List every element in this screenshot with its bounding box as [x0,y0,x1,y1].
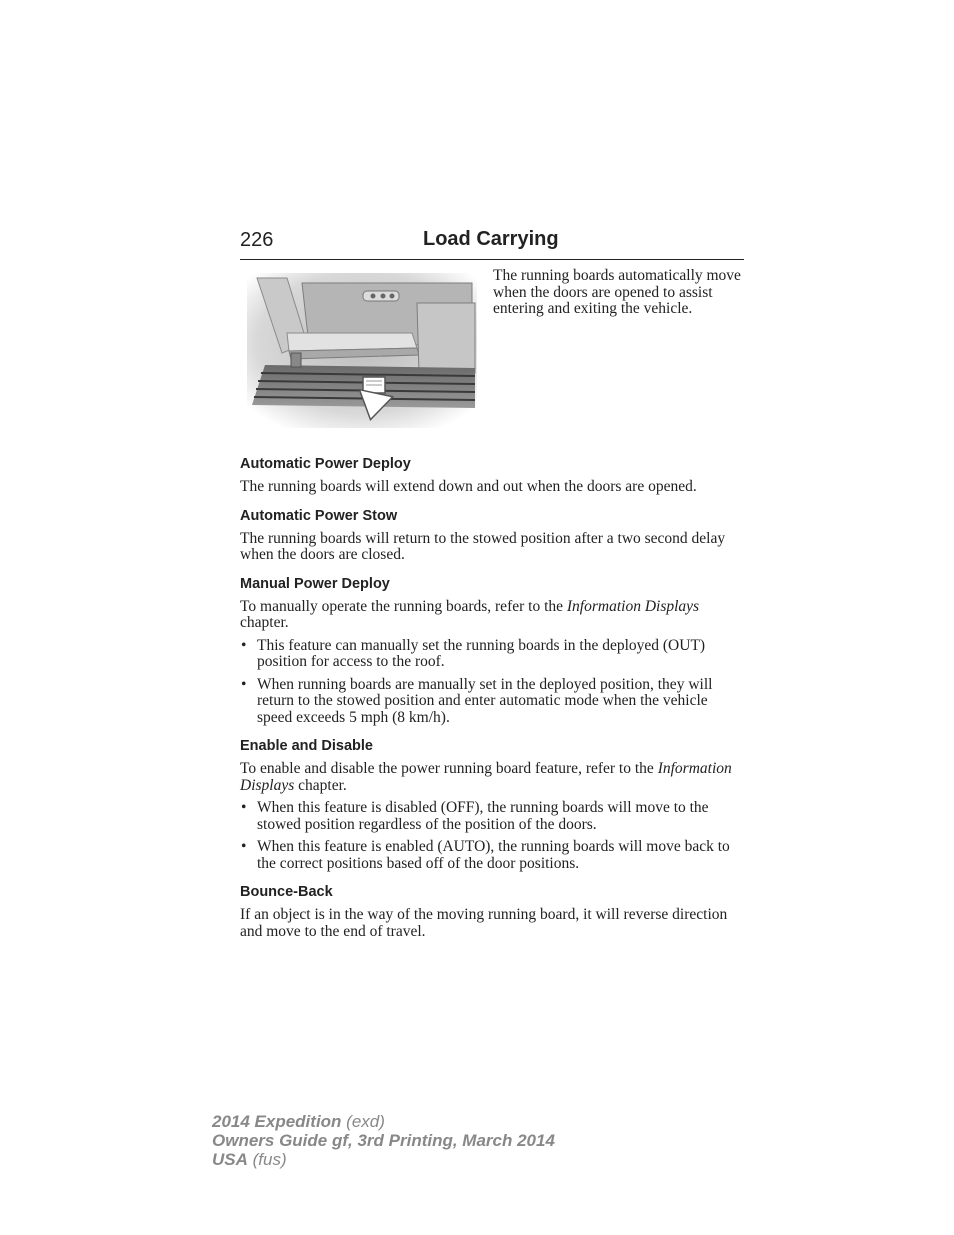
page-footer [212,1112,555,1169]
section-enable-and-disable [240,738,745,872]
section-automatic-power-deploy [240,456,745,496]
section-automatic-power-stow [240,508,745,564]
chapter-title: Load Carrying [423,228,559,250]
list-item: • When this feature is disabled (OFF), the running boards will move to the stowed position regardless of the position of the doors. [240,800,745,833]
running-board-illustration [247,273,477,428]
footer-line-market: USA (fus) [212,1150,287,1169]
footer-line-model: 2014 Expedition (exd) [212,1112,385,1131]
section-bounce-back [240,884,745,940]
section-text: To manually operate the running boards, refer to the Information Displays chapter. [240,597,700,631]
list-item: • This feature can manually set the running boards in the deployed (OUT) position for access to the roof. [240,638,745,671]
section-manual-power-deploy [240,576,745,727]
main-content [240,456,745,952]
section-heading: Enable and Disable [240,738,373,754]
chapter-reference: Information Displays [240,760,732,794]
bullet-list [240,800,745,872]
section-heading: Automatic Power Deploy [240,456,411,472]
bullet-list [240,638,745,727]
page-number: 226 [240,229,274,251]
page-header [240,229,744,260]
section-text: If an object is in the way of the moving running board, it will reverse direction and move to the end of travel. [240,906,728,940]
section-heading: Manual Power Deploy [240,575,390,592]
section-heading: Automatic Power Stow [240,507,398,524]
chapter-reference: Information Displays [566,597,700,615]
section-heading: Bounce-Back [240,884,333,900]
footer-line-printing: Owners Guide gf, 3rd Printing, March 2014 [212,1131,555,1150]
section-text: The running boards will return to the stowed position after a two second delay when the doors are closed. [240,529,726,563]
section-text: The running boards will extend down and out when the doors are opened. [240,478,697,495]
section-text: To enable and disable the power running board feature, refer to the Information Displays chapter. [240,760,732,794]
intro-paragraph: The running boards automatically move when the doors are opened to assist entering and exiting the vehicle. [493,267,741,317]
list-item: • When running boards are manually set in the deployed position, they will return to the stowed position and enter automatic mode when the vehicle speed exceeds 5 mph (8 km/h). [240,677,745,727]
list-item: • When this feature is enabled (AUTO), the running boards will move back to the correct positions based off of the door positions. [240,839,745,872]
